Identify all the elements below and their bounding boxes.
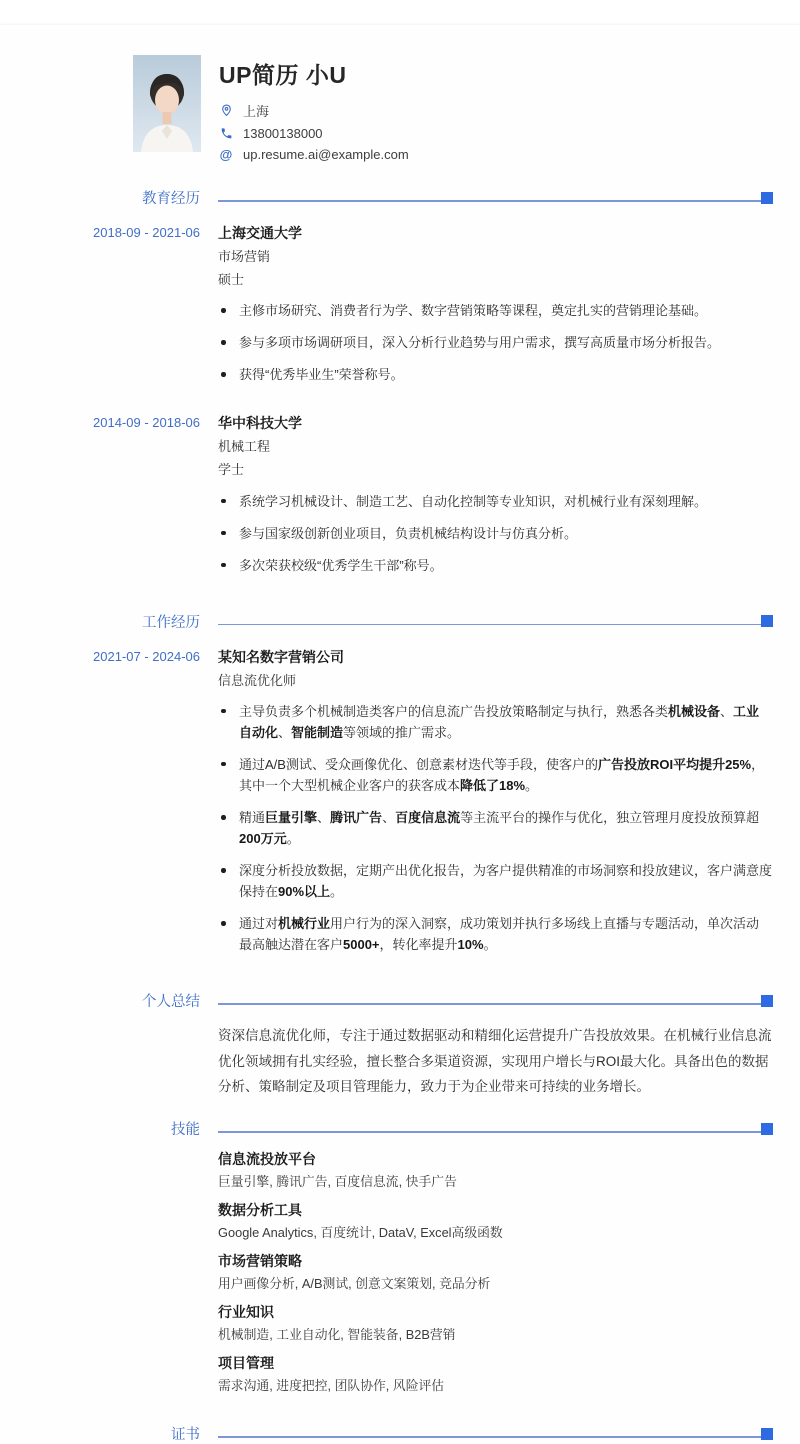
bullet-highlight: 腾讯广告 xyxy=(330,810,383,826)
skill-group-name: 项目管理 xyxy=(218,1354,274,1371)
section-rule xyxy=(218,192,773,204)
section-rule xyxy=(218,615,773,627)
section-rule-square xyxy=(761,192,773,204)
skill-group-items: 机械制造, 工业自动化, 智能装备, B2B营销 xyxy=(218,1326,456,1342)
bullet-item: 系统学习机械设计、制造工艺、自动化控制等专业知识，对机械行业有深刻理解。 xyxy=(218,491,772,512)
summary-text: 资深信息流优化师，专注于通过数据驱动和精细化运营提升广告投放效果。在机械行业信息流优化领域拥有扎实经验，擅长整合多渠道资源，实现用户增长与ROI最大化。具备出色的数据分析、策略制定及项目管理能力，致力于为企业带来可持续的业务增长。 xyxy=(218,1028,772,1095)
skill-group xyxy=(218,1201,772,1242)
education-entry xyxy=(0,414,800,586)
work-entry xyxy=(0,648,800,967)
bullet-highlight: 90%以上 xyxy=(278,884,331,900)
bullet-text: 精通 xyxy=(239,810,266,826)
bullet-highlight: 巨量引擎 xyxy=(265,810,318,826)
bullet-text: ，转化率提升 xyxy=(379,937,458,953)
bullet-highlight: 10% xyxy=(457,937,484,953)
skill-group-items: 巨量引擎, 腾讯广告, 百度信息流, 快手广告 xyxy=(218,1174,457,1190)
bullet-highlight: 机械设备 xyxy=(668,703,721,719)
bullet-highlight: 工业自动化 xyxy=(239,703,760,740)
summary-row xyxy=(0,1011,800,1099)
entry-degree: 学士 xyxy=(218,462,245,478)
section-head-skills xyxy=(0,1118,800,1139)
section-rule-line xyxy=(218,1003,773,1005)
section-title-summary: 个人总结 xyxy=(142,994,200,1011)
profile-photo-image xyxy=(133,55,201,152)
skill-group xyxy=(218,1150,772,1191)
entry-date: 2021-07 - 2024-06 xyxy=(93,648,200,664)
section-rule-square xyxy=(761,1428,773,1440)
bullet-highlight: 5000+ xyxy=(343,937,380,953)
contact-row xyxy=(219,126,409,141)
section-title-education: 教育经历 xyxy=(142,191,200,207)
phone-icon xyxy=(219,127,233,141)
bullet-highlight: 智能制造 xyxy=(291,724,344,740)
skill-group-items: Google Analytics, 百度统计, DataV, Excel高级函数 xyxy=(218,1225,503,1241)
section-head-certificates xyxy=(0,1423,800,1444)
skill-group-name: 数据分析工具 xyxy=(218,1202,302,1219)
education-entries xyxy=(0,224,800,587)
section-rule xyxy=(218,1428,773,1440)
bullet-text: 等主流平台的操作与优化，独立管理月度投放预算超 xyxy=(460,810,760,826)
bullet-text: 深度分析投放数据，定期产出优化报告，为客户提供精准的市场洞察和投放建议，客户满意度保持在 xyxy=(239,863,773,900)
entry-body xyxy=(218,648,772,967)
entry-subtitle: 信息流优化师 xyxy=(218,672,297,688)
bullet-item: 获得“优秀毕业生”荣誉称号。 xyxy=(218,364,772,385)
bullet-item: 参与多项市场调研项目，深入分析行业趋势与用户需求，撰写高质量市场分析报告。 xyxy=(218,332,772,353)
section-head-summary xyxy=(0,990,800,1011)
entry-date: 2018-09 - 2021-06 xyxy=(93,225,200,240)
skills-row xyxy=(0,1150,800,1404)
at-icon: @ xyxy=(219,147,233,162)
entry-bullets xyxy=(218,300,772,385)
section-rule-line xyxy=(218,1436,773,1438)
section-rule-square xyxy=(761,1123,773,1135)
section-head-education xyxy=(0,187,800,208)
entry-subtitle: 市场营销 xyxy=(218,248,271,264)
candidate-name: UP简历 小U xyxy=(219,62,347,88)
contact-row xyxy=(219,101,409,120)
bullet-highlight: 200万元 xyxy=(239,831,287,847)
bullet-highlight: 广告投放ROI平均提升25% xyxy=(597,756,752,772)
skill-group-items: 需求沟通, 进度把控, 团队协作, 风险评估 xyxy=(218,1377,445,1393)
skill-group-name: 市场营销策略 xyxy=(218,1253,302,1270)
skill-group xyxy=(218,1303,772,1344)
profile-photo xyxy=(133,55,201,152)
work-entries xyxy=(0,648,800,967)
bullet-text: ，其中一个大型机械企业客户的获客成本 xyxy=(239,756,765,794)
bullet-text: 主导负责多个机械制造类客户的信息流广告投放策略制定与执行，熟悉各类 xyxy=(239,703,669,719)
section-rule-square xyxy=(761,615,773,627)
contact-text: 上海 xyxy=(243,104,270,119)
section-rule xyxy=(218,995,773,1007)
entry-title: 华中科技大学 xyxy=(218,415,302,432)
section-rule-line xyxy=(218,1131,773,1133)
bullet-text: 、 xyxy=(278,724,292,740)
bullet-text: 、 xyxy=(317,810,331,826)
skill-group xyxy=(218,1354,772,1395)
bullet-item: 多次荣获校级“优秀学生干部”称号。 xyxy=(218,555,772,576)
section-title-skills: 技能 xyxy=(171,1122,200,1139)
section-rule xyxy=(218,1123,773,1135)
contact-list xyxy=(219,101,409,162)
bullet-text: 。 xyxy=(525,778,539,794)
bullet-item xyxy=(218,754,772,796)
bullet-text: 等领域的推广需求。 xyxy=(343,724,461,740)
bullet-text: 。 xyxy=(330,884,344,900)
bullet-text: 通过A/B测试、受众画像优化、创意素材迭代等手段，使客户的 xyxy=(239,756,598,772)
bullet-item: 参与国家级创新创业项目，负责机械结构设计与仿真分析。 xyxy=(218,523,772,544)
entry-title: 上海交通大学 xyxy=(218,225,302,241)
header-info xyxy=(219,55,409,168)
section-rule-line xyxy=(218,200,773,202)
bullet-item xyxy=(218,913,772,955)
section-rule-line xyxy=(218,624,773,626)
education-entry xyxy=(0,224,800,396)
skill-group-name: 行业知识 xyxy=(218,1303,274,1320)
skill-group-name: 信息流投放平台 xyxy=(218,1151,316,1168)
bullet-text: 、 xyxy=(382,810,396,826)
bullet-text: 用户行为的深入洞察，成功策划并执行多场线上直播与专题活动，单次活动最高触达潜在客户 xyxy=(239,916,760,953)
contact-text: up.resume.ai@example.com xyxy=(243,147,409,162)
bullet-text: 通过对 xyxy=(239,916,279,932)
contact-row xyxy=(219,147,409,162)
skills-groups xyxy=(218,1150,772,1404)
skill-group xyxy=(218,1252,772,1293)
section-title-work: 工作经历 xyxy=(142,614,200,631)
bullet-highlight: 百度信息流 xyxy=(395,810,461,826)
bullet-item xyxy=(218,701,772,743)
resume-page xyxy=(0,25,800,1444)
bullet-highlight: 机械行业 xyxy=(278,916,331,932)
location-icon xyxy=(219,104,233,118)
bullet-text: 、 xyxy=(720,703,734,719)
entry-title: 某知名数字营销公司 xyxy=(218,648,344,665)
entry-bullets xyxy=(218,491,772,576)
canvas-margin xyxy=(0,0,800,25)
resume-header xyxy=(0,55,800,168)
section-rule-square xyxy=(761,995,773,1007)
bullet-highlight: 降低了18% xyxy=(460,778,526,794)
bullet-item: 主修市场研究、消费者行为学、数字营销策略等课程，奠定扎实的营销理论基础。 xyxy=(218,300,772,321)
bullet-item xyxy=(218,807,772,849)
contact-text: 13800138000 xyxy=(243,126,323,141)
entry-body xyxy=(218,224,772,396)
bullet-item xyxy=(218,860,772,902)
bullet-text: 。 xyxy=(483,937,497,953)
bullet-text: 。 xyxy=(286,831,300,847)
skill-group-items: 用户画像分析, A/B测试, 创意文案策划, 竞品分析 xyxy=(218,1275,491,1291)
entry-degree: 硕士 xyxy=(218,272,245,288)
entry-subtitle: 机械工程 xyxy=(218,439,271,455)
section-head-work xyxy=(0,611,800,632)
entry-date: 2014-09 - 2018-06 xyxy=(93,415,200,431)
entry-body xyxy=(218,414,772,586)
entry-bullets xyxy=(218,701,772,955)
section-title-certificates: 证书 xyxy=(171,1427,200,1444)
